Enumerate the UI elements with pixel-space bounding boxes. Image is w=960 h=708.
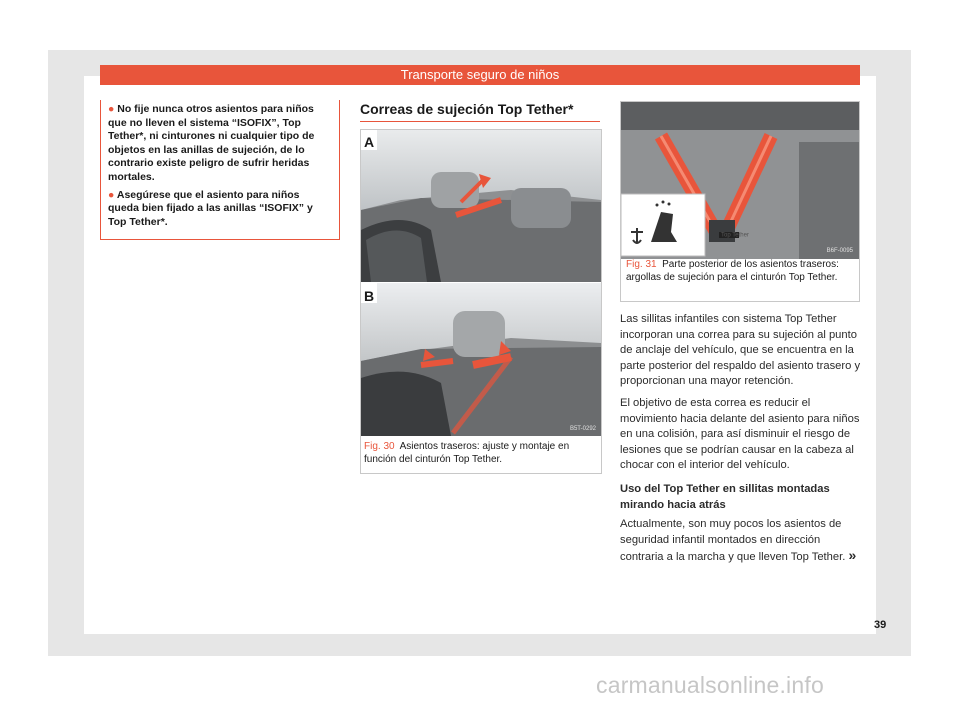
figure-31-ref: Fig. 31 (626, 259, 657, 270)
paragraph: Actualmente, son muy pocos los asientos de seguridad infantil montados en dirección contraria a la marcha y que lleven Top Tether. » (620, 518, 857, 564)
figure-30-photo-b (361, 283, 601, 436)
body-text (620, 312, 862, 572)
figure-31-code: B6F-0095 (826, 248, 853, 254)
section-title: Correas de sujeción Top Tether* (360, 101, 600, 122)
figure-30-caption: Fig. 30 Asientos traseros: ajuste y montaje en función del cinturón Top Tether. (364, 441, 570, 465)
watermark: carmanualsonline.info (596, 672, 824, 698)
paragraph: El objetivo de esta correa es reducir el movimiento hacia delante del asiento para niños en una colisión, para así disminuir el riesgo de lesiones que se podrían causar en la cabeza al chocar con el interior del vehículo. (620, 396, 860, 472)
paragraph: Las sillitas infantiles con sistema Top Tether incorporan una correa para su sujeción al punto de anclaje del vehículo, que se encuentra en la parte posterior del respaldo del asiento trasero y proporcionan una mayor retención. (620, 313, 861, 388)
figure-30-photo-a (361, 130, 601, 282)
figure-label-b: B (364, 288, 375, 304)
warning-item: ● No fije nunca otros asientos para niños que no lleven el sistema “ISOFIX”, Top Tether*, ni cinturones ni cualquier tipo de objetos en las anillas de sujeción, de lo contrario existe peligro de sufrir heridas mortales. (108, 103, 315, 183)
figure-30-ref: Fig. 30 (364, 441, 395, 452)
page-number: 39 (874, 619, 887, 631)
bullet-icon: ● (108, 103, 115, 115)
warning-item: ● Asegúrese que el asiento para niños queda bien fijado a las anillas “ISOFIX” y Top Tether*. (108, 188, 313, 228)
continue-icon: » (848, 547, 857, 564)
warning-box (100, 100, 340, 240)
chapter-header (100, 65, 860, 85)
chapter-title: Transporte seguro de niños (400, 67, 560, 82)
figure-label-a: A (364, 134, 375, 150)
top-tether-badge-label: Top Tether (721, 232, 749, 239)
figure-30 (360, 129, 602, 474)
figure-31-caption: Fig. 31 Parte posterior de los asientos traseros: argollas de sujeción para el cinturón Top Tether. (626, 259, 839, 283)
figure-31-photo (621, 102, 859, 259)
figure-30-code: B5T-0292 (569, 426, 596, 432)
bullet-icon: ● (108, 188, 115, 201)
subheading: Uso del Top Tether en sillitas montadas mirando hacia atrás (620, 482, 830, 511)
